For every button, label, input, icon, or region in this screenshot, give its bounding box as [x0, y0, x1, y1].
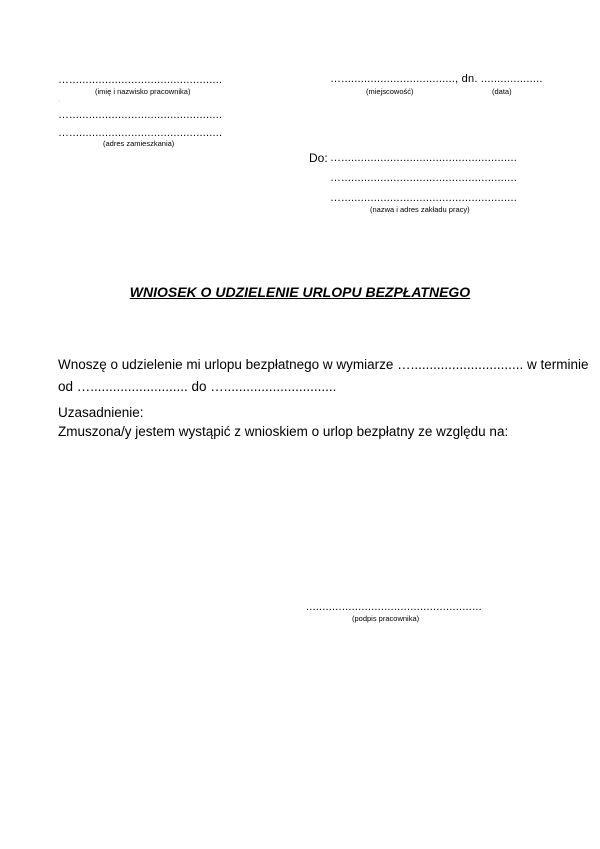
recipient-line-2: …...................................................... [330, 172, 518, 184]
document-title: WNIOSEK O UDZIELENIE URLOPU BEZPŁATNEGO [129, 284, 471, 300]
signature-line: ...................................................... [306, 601, 482, 613]
signature-caption: (podpis pracownika) [352, 614, 420, 623]
employee-address-caption: (adres zamieszkania) [103, 139, 175, 148]
place-date-line: …..................................., dn. ................... [330, 73, 543, 85]
employee-name-caption: (imię i nazwisko pracownika) [95, 87, 191, 96]
small-dot-mark: · [58, 96, 61, 105]
justification-label: Uzasadnienie: [58, 405, 144, 420]
recipient-caption: (nazwa i adres zakładu pracy) [370, 205, 470, 214]
employee-address-line-1: …............................................... [58, 109, 223, 121]
recipient-label: Do: [309, 151, 328, 165]
request-line-2: od ….......................... do ….............................. [58, 379, 337, 394]
justification-text: Zmuszona/y jestem wystąpić z wnioskiem o urlop bezpłatny ze względu na: [58, 424, 509, 439]
recipient-line-1: …...................................................... [330, 152, 518, 164]
request-line-1: Wnoszę o udzielenie mi urlopu bezpłatnego w wymiarze ….............................. w terminie [58, 357, 589, 372]
place-caption: (miejscowość) [366, 87, 414, 96]
recipient-line-3: …...................................................... [330, 192, 518, 204]
date-caption: (data) [492, 87, 512, 96]
employee-name-line: …............................................... [58, 74, 223, 86]
employee-address-line-2: …............................................... [58, 127, 223, 139]
